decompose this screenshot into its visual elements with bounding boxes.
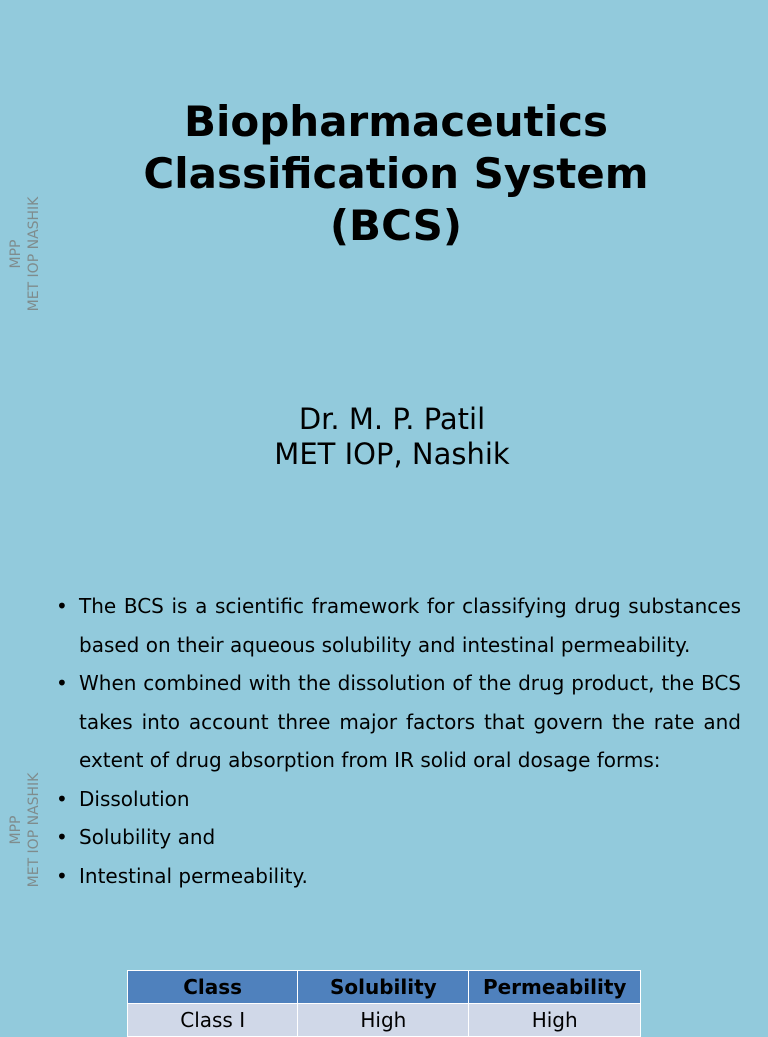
column-header-class: Class	[128, 971, 298, 1004]
author-institution: MET IOP, Nashik	[274, 437, 510, 471]
list-item	[56, 818, 741, 857]
title-line-1: Biopharmaceutics	[183, 97, 609, 146]
bullet-text: Solubility and	[79, 825, 216, 849]
table-cell-permeability: High	[469, 1004, 641, 1037]
bullet-text: When combined with the dissolution of the drug product, the BCS takes into account three major factors that govern the rate and extent of drug absorption from IR solid oral dosage forms:	[79, 671, 741, 772]
bcs-class-table	[127, 970, 641, 1037]
watermark-bottom	[7, 768, 43, 892]
slide-title	[60, 96, 732, 252]
bullet-list	[56, 587, 741, 895]
bullet-text: Dissolution	[79, 786, 190, 811]
table-cell-class: Class I	[128, 1004, 298, 1037]
watermark-line-1: MPP	[8, 815, 24, 845]
list-item	[56, 664, 741, 780]
list-item	[56, 780, 741, 819]
watermark-top	[7, 192, 43, 316]
list-item	[56, 587, 741, 664]
column-header-solubility: Solubility	[298, 971, 469, 1004]
bullet-icon: •	[56, 594, 68, 618]
list-item	[56, 857, 741, 896]
watermark-line-1: MPP	[8, 239, 24, 269]
watermark-line-2: MET IOP NASHIK	[26, 196, 42, 312]
bullet-icon: •	[56, 863, 68, 888]
table-header-row	[128, 971, 641, 1004]
title-line-3: (BCS)	[329, 201, 463, 250]
watermark-line-2: MET IOP NASHIK	[26, 772, 42, 888]
title-line-2: Classification System	[143, 149, 649, 198]
column-header-permeability: Permeability	[469, 971, 641, 1004]
table-cell-solubility: High	[298, 1004, 469, 1037]
bullet-icon: •	[56, 671, 68, 695]
bullet-text: The BCS is a scientific framework for classifying drug substances based on their aqueous solubility and intestinal permeability.	[79, 594, 741, 657]
table-row	[128, 1004, 641, 1037]
author-block	[60, 402, 724, 472]
bullet-text: Intestinal permeability.	[79, 863, 308, 888]
bullet-icon: •	[56, 786, 68, 811]
bullet-icon: •	[56, 825, 68, 849]
author-name: Dr. M. P. Patil	[298, 402, 486, 436]
